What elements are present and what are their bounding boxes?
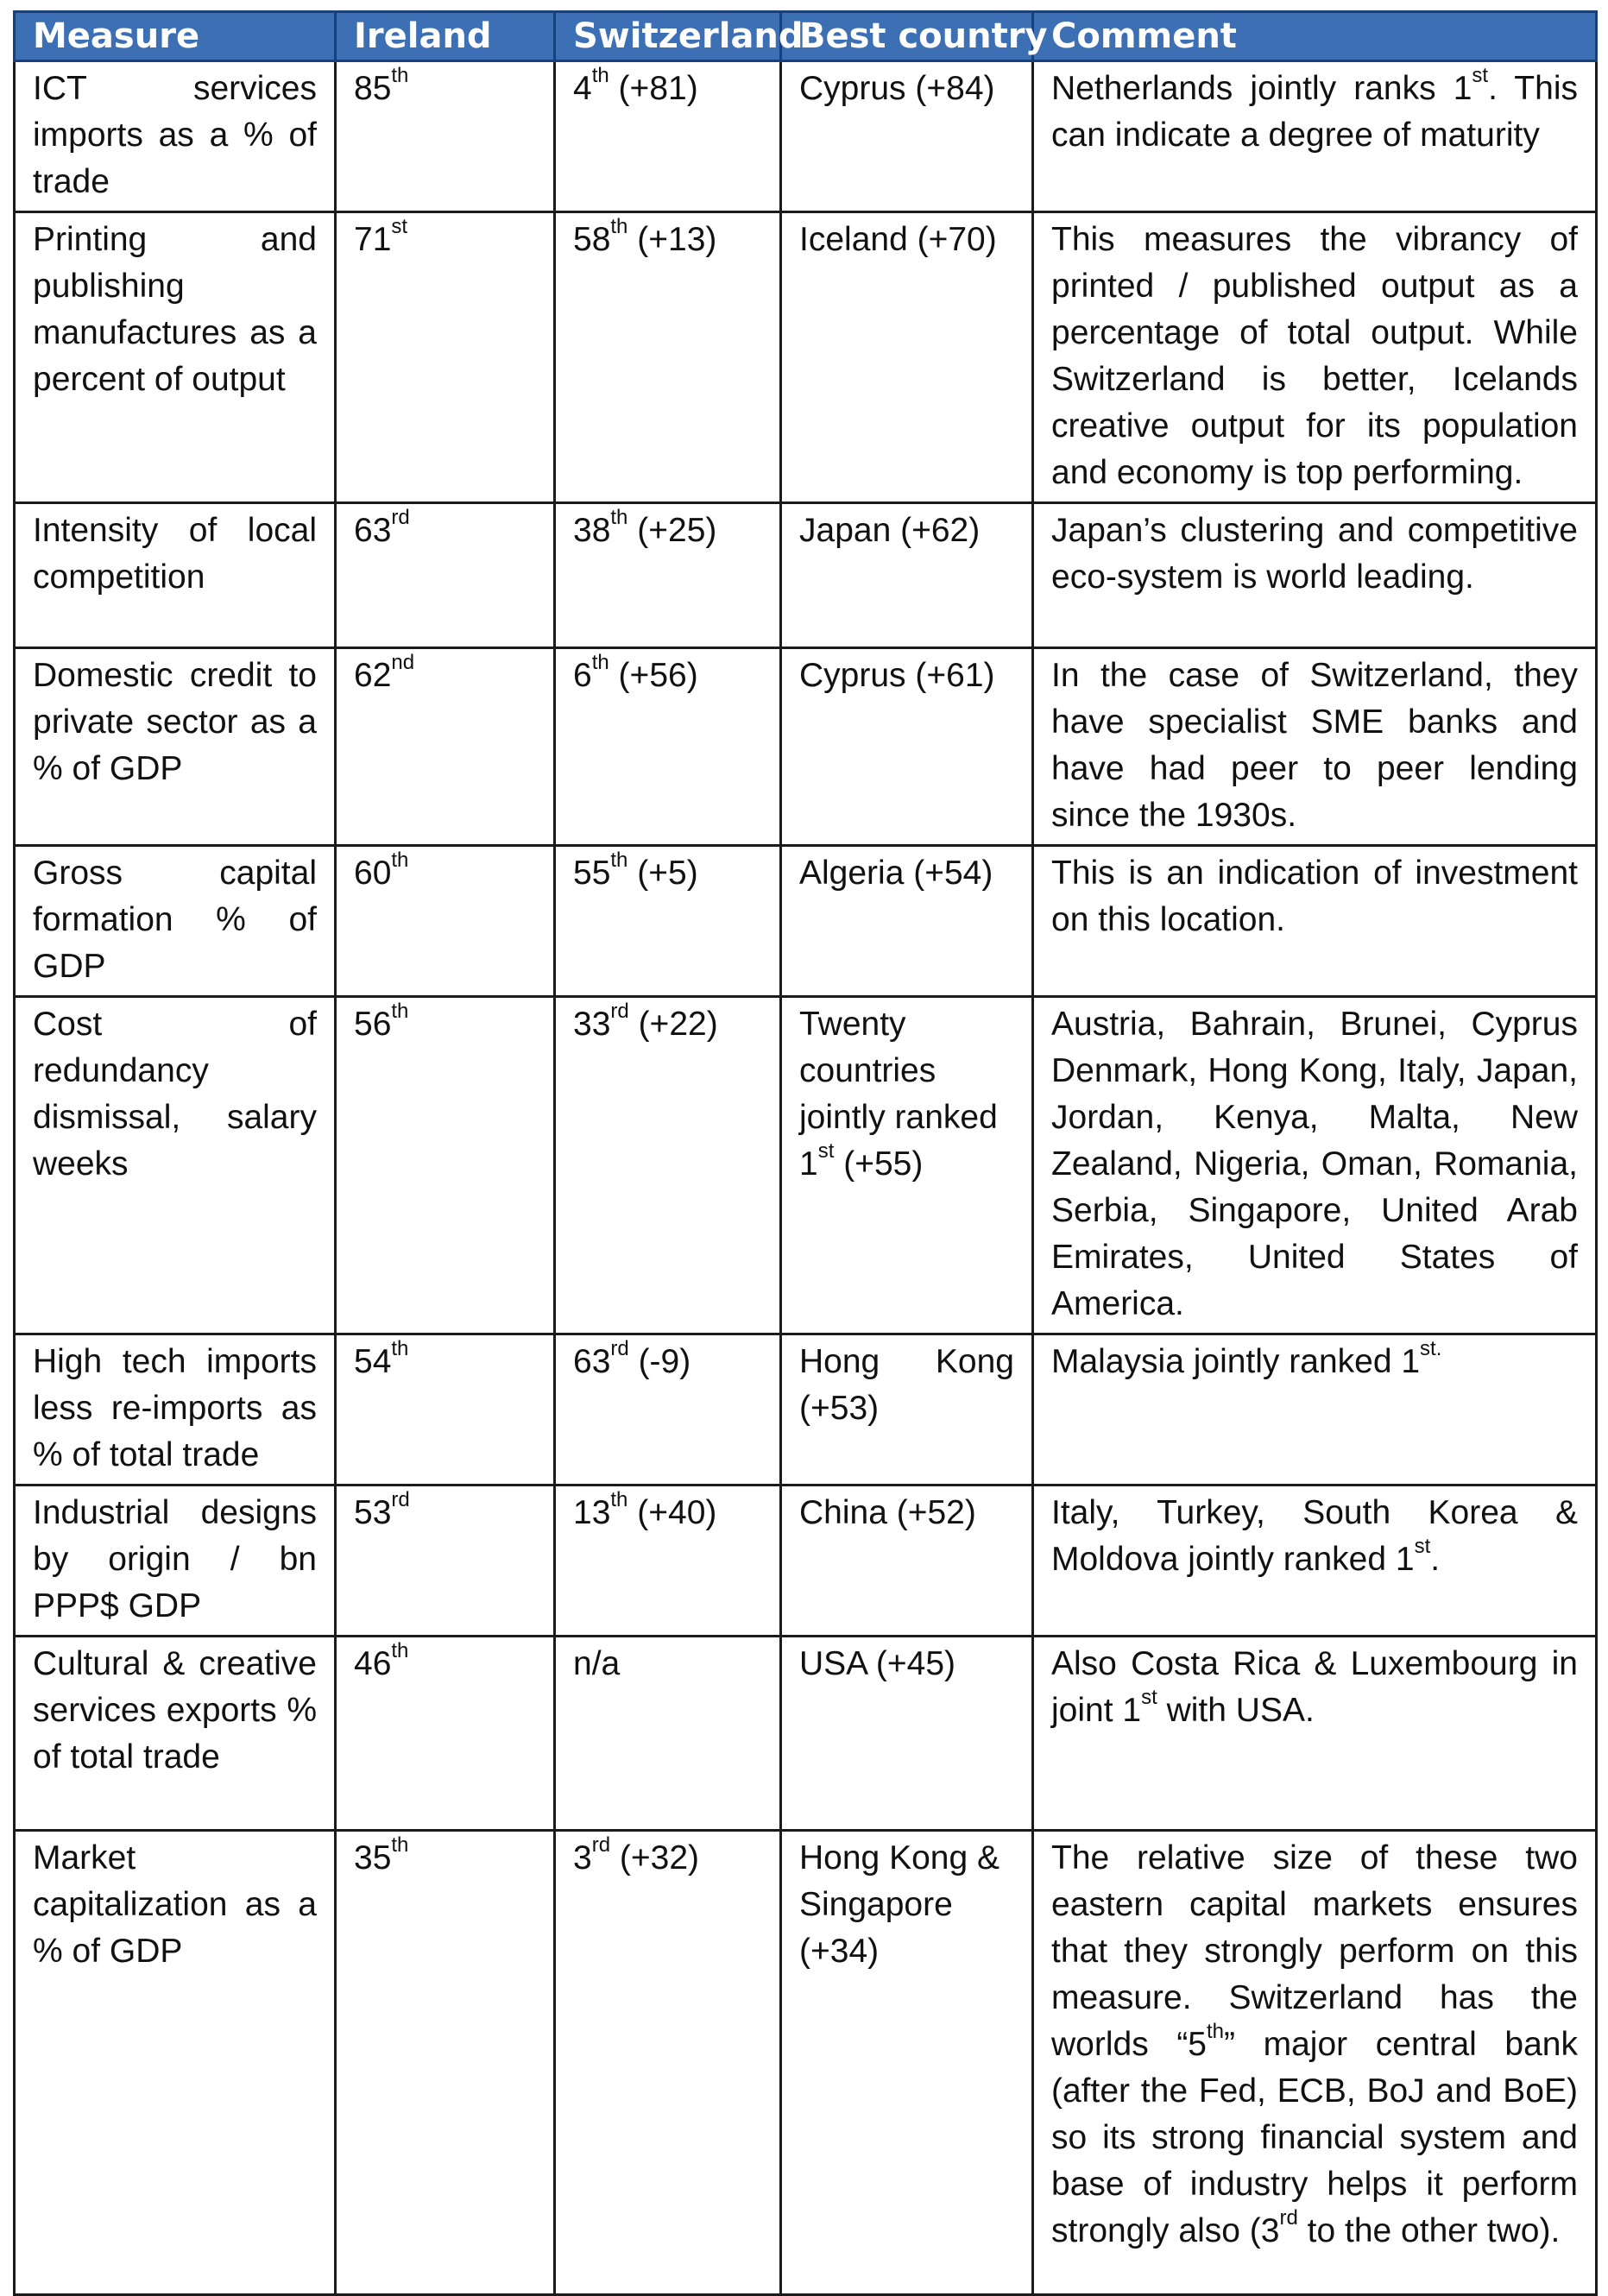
- ordinal-suffix: th: [610, 848, 628, 872]
- best-country-cell: [781, 846, 1033, 997]
- table-row: [15, 1637, 1597, 1831]
- rank-number: 33: [573, 1006, 611, 1043]
- rank-delta: (+22): [628, 1006, 718, 1043]
- table-row: [15, 846, 1597, 997]
- rank-delta: (+81): [609, 70, 698, 107]
- measure-cell: Cultural & creative services exports % of total trade: [15, 1637, 336, 1831]
- comment-cell: [1033, 1485, 1597, 1637]
- comment-cell: [1033, 846, 1597, 997]
- comment-cell: [1033, 1637, 1597, 1831]
- header-ireland: Ireland: [336, 12, 555, 61]
- ordinal-suffix: st: [1414, 1535, 1431, 1558]
- rank-delta: (+13): [627, 221, 717, 258]
- ireland-rank-cell: [336, 503, 555, 648]
- table-row: [15, 1334, 1597, 1485]
- comment-text: Italy, Turkey, South Korea & Moldova jointly ranked 1: [1051, 1494, 1578, 1578]
- best-country-text: Iceland (+70): [799, 221, 997, 258]
- switzerland-rank-cell: [555, 61, 781, 212]
- rank-number: 60: [354, 855, 392, 892]
- table-row: [15, 648, 1597, 846]
- comment-text: The relative size of these two eastern capital markets ensures that they strongly perform on this measure. Switzerland has the worlds “5: [1051, 1839, 1578, 2063]
- comment-text: In the case of Switzerland, they have specialist SME banks and have had peer to peer lending since the 1930s.: [1051, 657, 1578, 834]
- measure-cell: Cost of redundancy dismissal, salary weeks: [15, 997, 336, 1334]
- ordinal-suffix: rd: [391, 1488, 410, 1511]
- switzerland-rank-cell: [555, 997, 781, 1334]
- table-header-row: [15, 12, 1597, 61]
- ordinal-suffix: nd: [391, 651, 415, 674]
- comment-cell: [1033, 503, 1597, 648]
- best-country-cell: [781, 1334, 1033, 1485]
- ordinal-suffix: th: [391, 64, 409, 87]
- table-row: [15, 503, 1597, 648]
- rank-delta: (+32): [610, 1839, 700, 1877]
- comment-text-tail: with USA.: [1157, 1692, 1315, 1729]
- best-country-cell: [781, 503, 1033, 648]
- best-country-cell: [781, 997, 1033, 1334]
- rank-number: 6: [573, 657, 592, 694]
- ordinal-suffix: rd: [610, 1000, 629, 1023]
- best-country-cell: [781, 1637, 1033, 1831]
- table-row: [15, 997, 1597, 1334]
- best-country-cell: [781, 61, 1033, 212]
- ordinal-suffix: th: [591, 651, 609, 674]
- ordinal-suffix: th: [391, 1000, 409, 1023]
- switzerland-rank-cell: [555, 1485, 781, 1637]
- ordinal-suffix: st: [1141, 1686, 1157, 1709]
- rank-number: 62: [354, 657, 392, 694]
- header-switzerland: Switzerland: [555, 12, 781, 61]
- switzerland-rank-cell: [555, 503, 781, 648]
- comment-text: This measures the vibrancy of printed / published output as a percentage of total output. While Switzerland is better, Icelands creative output for its population and economy is top performing.: [1051, 221, 1578, 491]
- comment-text-tail: to the other two).: [1297, 2212, 1561, 2249]
- comment-text: Netherlands jointly ranks 1: [1051, 70, 1472, 107]
- ordinal-suffix: st: [1472, 64, 1489, 87]
- ordinal-suffix: st: [817, 1139, 835, 1163]
- measure-cell: Printing and publishing manufactures as a percent of output: [15, 212, 336, 503]
- switzerland-rank-cell: [555, 846, 781, 997]
- rank-number: 63: [573, 1343, 611, 1380]
- switzerland-rank-cell: [555, 1334, 781, 1485]
- best-country-text: Cyprus (+84): [799, 70, 995, 107]
- ireland-rank-cell: [336, 997, 555, 1334]
- best-country-cell: [781, 212, 1033, 503]
- rank-number: 38: [573, 512, 611, 549]
- best-country-text: Hong Kong (+53): [799, 1343, 1014, 1427]
- ordinal-suffix: th: [391, 1639, 409, 1662]
- comment-text: Also Costa Rica & Luxembourg in joint 1: [1051, 1645, 1578, 1729]
- rank-delta: (+40): [627, 1494, 717, 1531]
- best-country-cell: [781, 1831, 1033, 2295]
- rank-number: 3: [573, 1839, 592, 1877]
- comment-cell: [1033, 1831, 1597, 2295]
- ordinal-suffix: th: [591, 64, 609, 87]
- ordinal-suffix: th: [610, 1488, 628, 1511]
- header-comment: Comment: [1033, 12, 1597, 61]
- best-country-cell: [781, 648, 1033, 846]
- ordinal-suffix: rd: [591, 1833, 611, 1857]
- best-country-text: Japan (+62): [799, 512, 981, 549]
- measure-cell: High tech imports less re-imports as % of total trade: [15, 1334, 336, 1485]
- rank-number: 85: [354, 70, 392, 107]
- best-country-text: Algeria (+54): [799, 855, 993, 892]
- header-best-country: Best country: [781, 12, 1033, 61]
- comment-text-tail: .: [1430, 1541, 1441, 1578]
- comment-text-tail: . This can indicate a degree of maturity: [1051, 70, 1578, 154]
- ordinal-suffix: th: [610, 215, 628, 238]
- rank-number: n/a: [573, 1645, 621, 1682]
- comment-cell: [1033, 61, 1597, 212]
- best-country-text: Twenty countries jointly ranked 1: [799, 1006, 998, 1183]
- switzerland-rank-cell: [555, 648, 781, 846]
- rank-number: 53: [354, 1494, 392, 1531]
- best-country-delta: (+55): [834, 1145, 924, 1183]
- comment-cell: [1033, 1334, 1597, 1485]
- rank-delta: (+56): [609, 657, 698, 694]
- ireland-rank-cell: [336, 1334, 555, 1485]
- header-measure: Measure: [15, 12, 336, 61]
- comment-cell: [1033, 648, 1597, 846]
- comment-cell: [1033, 212, 1597, 503]
- comment-text: Japan’s clustering and competitive eco-system is world leading.: [1051, 512, 1578, 596]
- comment-text: This is an indication of investment on this location.: [1051, 855, 1578, 938]
- ireland-rank-cell: [336, 1485, 555, 1637]
- rank-delta: (-9): [628, 1343, 691, 1380]
- rank-number: 46: [354, 1645, 392, 1682]
- comparison-table: [13, 10, 1598, 2296]
- switzerland-rank-cell: [555, 1831, 781, 2295]
- ordinal-suffix: st.: [1420, 1337, 1442, 1360]
- best-country-text: China (+52): [799, 1494, 976, 1531]
- best-country-text: USA (+45): [799, 1645, 956, 1682]
- comment-text: Austria, Bahrain, Brunei, Cyprus Denmark, Hong Kong, Italy, Japan, Jordan, Kenya, Malta, New Zealand, Nigeria, Oman, Romania, Serbia, Singapore, United Arab Emirates, United States of America.: [1051, 1006, 1578, 1322]
- rank-number: 4: [573, 70, 592, 107]
- rank-number: 58: [573, 221, 611, 258]
- measure-cell: ICT services imports as a % of trade: [15, 61, 336, 212]
- ordinal-suffix: rd: [1279, 2206, 1298, 2230]
- comment-text: Malaysia jointly ranked 1: [1051, 1343, 1421, 1380]
- ordinal-suffix: rd: [610, 1337, 629, 1360]
- rank-delta: (+5): [627, 855, 698, 892]
- ordinal-suffix: th: [1207, 2020, 1225, 2043]
- best-country-cell: [781, 1485, 1033, 1637]
- table-row: [15, 1831, 1597, 2295]
- ordinal-suffix: rd: [391, 506, 410, 529]
- ireland-rank-cell: [336, 648, 555, 846]
- switzerland-rank-cell: [555, 1637, 781, 1831]
- comment-cell: [1033, 997, 1597, 1334]
- rank-number: 54: [354, 1343, 392, 1380]
- table-row: [15, 212, 1597, 503]
- ordinal-suffix: th: [391, 1337, 409, 1360]
- ireland-rank-cell: [336, 1831, 555, 2295]
- best-country-text: Hong Kong & Singapore (+34): [799, 1839, 1000, 1970]
- rank-number: 56: [354, 1006, 392, 1043]
- ireland-rank-cell: [336, 61, 555, 212]
- measure-cell: Market capitalization as a % of GDP: [15, 1831, 336, 2295]
- measure-cell: Intensity of local competition: [15, 503, 336, 648]
- measure-cell: Domestic credit to private sector as a % of GDP: [15, 648, 336, 846]
- ireland-rank-cell: [336, 846, 555, 997]
- comment-text-tail: ” major central bank (after the Fed, ECB, BoJ and BoE) so its strong financial system and base of industry helps it perform strongly also (3: [1051, 2026, 1578, 2249]
- ordinal-suffix: st: [391, 215, 408, 238]
- table-row: [15, 1485, 1597, 1637]
- ordinal-suffix: th: [391, 848, 409, 872]
- best-country-text: Cyprus (+61): [799, 657, 995, 694]
- switzerland-rank-cell: [555, 212, 781, 503]
- table-row: [15, 61, 1597, 212]
- ordinal-suffix: th: [391, 1833, 409, 1857]
- rank-number: 71: [354, 221, 392, 258]
- ireland-rank-cell: [336, 1637, 555, 1831]
- ordinal-suffix: th: [610, 506, 628, 529]
- rank-number: 55: [573, 855, 611, 892]
- measure-cell: Gross capital formation % of GDP: [15, 846, 336, 997]
- measure-cell: Industrial designs by origin / bn PPP$ GDP: [15, 1485, 336, 1637]
- rank-number: 35: [354, 1839, 392, 1877]
- comparison-table-container: [13, 10, 1595, 2296]
- rank-delta: (+25): [627, 512, 717, 549]
- rank-number: 63: [354, 512, 392, 549]
- ireland-rank-cell: [336, 212, 555, 503]
- rank-number: 13: [573, 1494, 611, 1531]
